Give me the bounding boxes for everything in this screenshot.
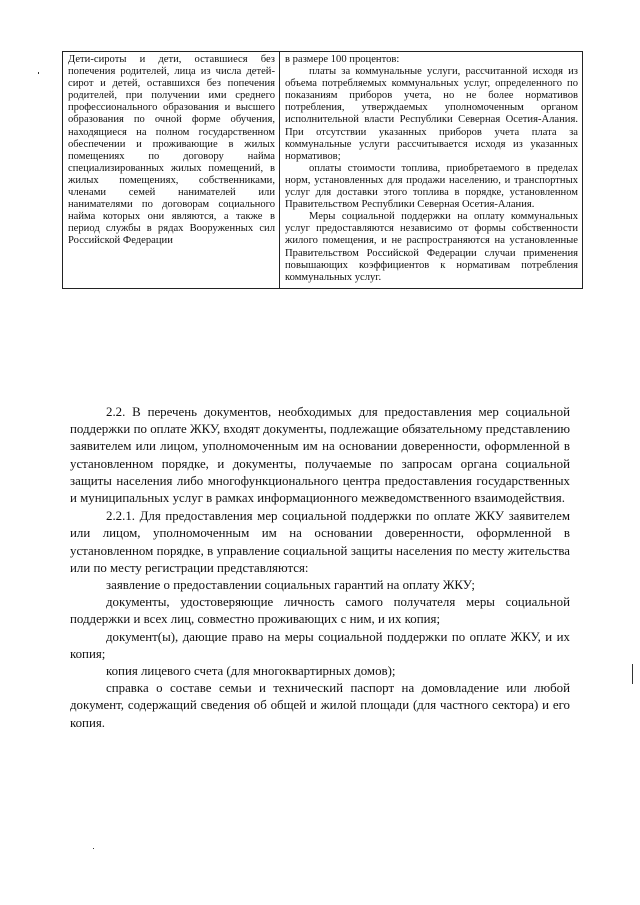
document-body	[70, 404, 570, 732]
fuel-payment-text: оплаты стоимости топлива, приобретаемого в пределах норм, установленных для продажи населению, и транспортных услуг для доставки этого топлива в порядке, установленном Правительством Республики Северная Осетия-Алания.	[285, 162, 578, 211]
recipient-category-text: Дети-сироты и дети, оставшиеся без попечения родителей, лица из числа детей-сирот и детей, оставшихся без попечения родителей, при получении ими среднего профессионального образования и высшего образования по очной форме обучения, находящиеся на полном государственном обеспечении и проживающие в жилых помещениях по договору найма специализированных жилых помещений, в жилых помещениях, собственниками, членами семей нанимателей или нанимателями по договорам социального найма которых они являются, а также в период службы в рядах Вооруженных сил Российской Федерации	[68, 54, 275, 247]
scan-dot	[38, 72, 39, 74]
utilities-payment-text: платы за коммунальные услуги, рассчитанной исходя из объема потребляемых коммунальных услуг, определенного по показаниям приборов учета, но не более нормативов потребления, утверждаемых уполномоченным органом исполнительной власти Республики Северная Осетия-Алания. При отсутствии указанных приборов учета плата за коммунальные услуги рассчитывается исходя из указанных нормативов;	[285, 66, 578, 162]
recipient-category-cell	[63, 52, 280, 289]
benefits-table	[62, 51, 583, 289]
section-2-2-1-paragraph: 2.2.1. Для предоставления мер социальной поддержки по оплате ЖКУ заявителем или лицом, уполномоченным им на основании доверенности, оформленной в установленном порядке, в управление социальной защиты населения по месту жительства или по месту регистрации представляются:	[70, 509, 570, 575]
section-2-2-paragraph: 2.2. В перечень документов, необходимых для предоставления мер социальной поддержки по оплате ЖКУ, входят документы, подлежащие обязательному представлению заявителем или лицом, уполномоченным им на основании доверенности, оформленной в установленном порядке, и документы, получаемые по запросам органа социальной защиты населения либо многофункционального центра предоставления государственных и муниципальных услуг в рамках информационного межведомственного взаимодействия.	[70, 405, 570, 506]
list-item: справка о составе семьи и технический паспорт на домовладение или любой документ, содержащий сведения об общей и жилой площади (для частного сектора) и его копия.	[70, 681, 570, 730]
benefit-description-cell	[280, 52, 583, 289]
list-item: заявление о предоставлении социальных гарантий на оплату ЖКУ;	[106, 578, 475, 593]
scan-dot	[93, 848, 94, 849]
list-item: документы, удостоверяющие личность самого получателя меры социальной поддержки и всех лиц, совместно проживающих с ним, и их копия;	[70, 595, 570, 627]
scan-margin-mark	[632, 664, 633, 684]
table-row	[63, 52, 583, 289]
list-item: копия лицевого счета (для многоквартирных домов);	[106, 664, 396, 679]
support-scope-text: Меры социальной поддержки на оплату коммунальных услуг предоставляются независимо от формы собственности жилого помещения, и не распространяются на установленные Правительством Российской Федерации случаи применения повышающих коэффициентов к нормативам потребления коммунальных услуг.	[285, 211, 578, 283]
benefit-amount-text: в размере 100 процентов:	[285, 54, 400, 65]
list-item: документ(ы), дающие право на меры социальной поддержки по оплате ЖКУ, и их копия;	[70, 629, 570, 661]
